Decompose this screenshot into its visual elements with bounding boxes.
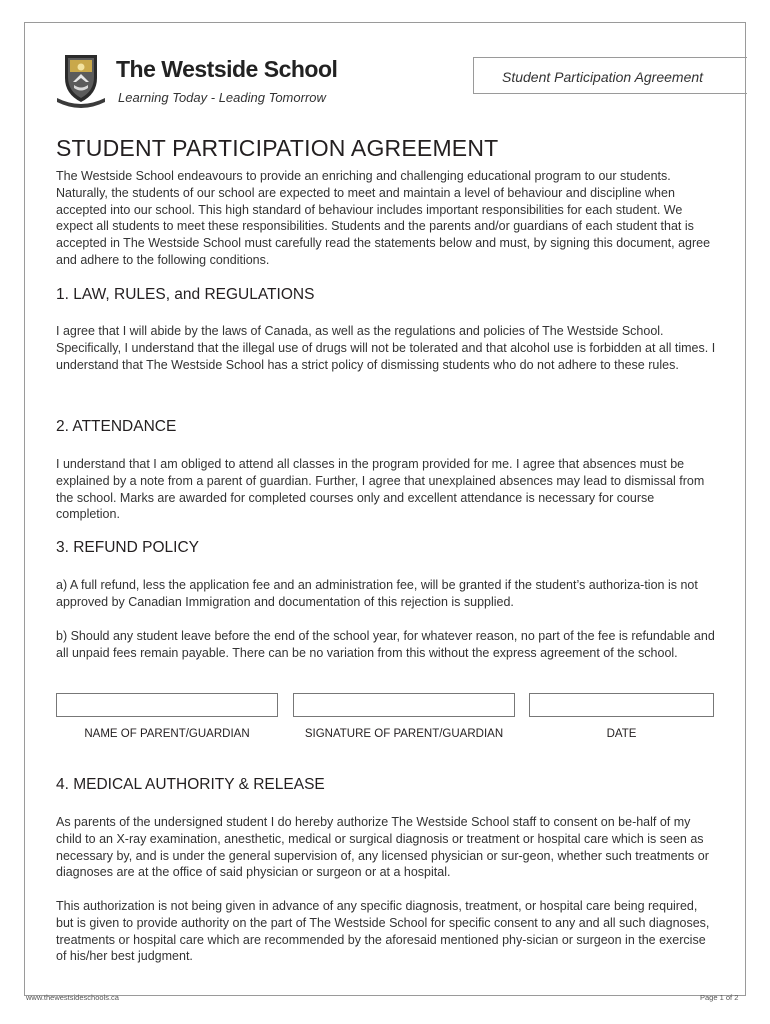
page-title: STUDENT PARTICIPATION AGREEMENT	[56, 135, 499, 161]
school-name: The Westside School	[116, 56, 338, 82]
section-heading-law: 1. LAW, RULES, and REGULATIONS	[56, 286, 315, 303]
medical-paragraph-2: This authorization is not being given in advance of any specific diagnosis, treatment, or hospital care being required, but is given to provide authority on the part of The Westside School for specific consent to any and all such diagnoses, treatments or hospital care which are recommended by the aforesaid mentioned phy-sician or surgeon in the exercise of his/her best judgment.	[56, 899, 710, 964]
attendance-paragraph: I understand that I am obliged to attend all classes in the program provided for me. I agree that absences must be explained by a note from a parent of guardian. Further, I agree that unexplained absences may lead to dismissal from the school. Marks are awarded for completed courses only and excellent attendance is necessary for course completion.	[56, 457, 705, 522]
refund-paragraph-b: b) Should any student leave before the end of the school year, for whatever reason, no part of the fee is refundable and all unpaid fees remain payable. There can be no variation from this without the express agreement of the school.	[56, 629, 715, 660]
parent-signature-field[interactable]	[293, 693, 515, 717]
section-heading-medical: 4. MEDICAL AUTHORITY & RELEASE	[56, 776, 325, 793]
parent-signature-label: SIGNATURE OF PARENT/GUARDIAN	[304, 728, 504, 740]
parent-name-label: NAME OF PARENT/GUARDIAN	[84, 728, 250, 740]
school-crest-icon	[56, 52, 106, 108]
footer-page-number: Page 1 of 2	[700, 993, 739, 1002]
refund-paragraph-a: a) A full refund, less the application fee and an administration fee, will be granted if the student’s authoriza-tion is not approved by Canadian Immigration and documentation of this rejection is supplied.	[56, 578, 698, 609]
school-logo	[56, 52, 356, 108]
date-field[interactable]	[529, 693, 714, 717]
document-label: Student Participation Agreement	[502, 69, 704, 85]
date-label: DATE	[606, 728, 637, 740]
document-label-box	[473, 57, 747, 94]
section-heading-attendance: 2. ATTENDANCE	[56, 418, 177, 435]
school-tagline: Learning Today - Leading Tomorrow	[118, 90, 326, 105]
intro-paragraph: The Westside School endeavours to provide an enriching and challenging educational program to our students. Naturally, the students of our school are expected to meet and maintain a level of behaviour and discipline when accepted into our school. This high standard of behaviour includes important responsibilities for each student. We expect all students to meet these responsibilities. Students and the parents and/or guardians of each student that is accepted in The Westside School must carefully read the statements below and must, by signing this document, agree and adhere to the following conditions.	[56, 169, 711, 267]
medical-paragraph-1: As parents of the undersigned student I do hereby authorize The Westside School staff to consent on be-half of my child to an X-ray examination, anesthetic, medical or surgical diagnosis or treatment or hospital care which is seen as necessary by, and is under the general supervision of, any licensed physician or sur-geon, whether such treatments or diagnoses are at the office of said physician or surgeon or at a hospital.	[56, 815, 709, 880]
law-paragraph: I agree that I will abide by the laws of Canada, as well as the regulations and policies of The Westside School. Specifically, I understand that the illegal use of drugs will not be tolerated and that alcohol use is forbidden at all times. I understand that The Westside School has a strict policy of dismissing students who do not adhere to these rules.	[56, 324, 716, 372]
section-heading-refund: 3. REFUND POLICY	[56, 539, 199, 556]
footer-website: www.thewestsideschools.ca	[26, 993, 119, 1002]
parent-name-field[interactable]	[56, 693, 278, 717]
